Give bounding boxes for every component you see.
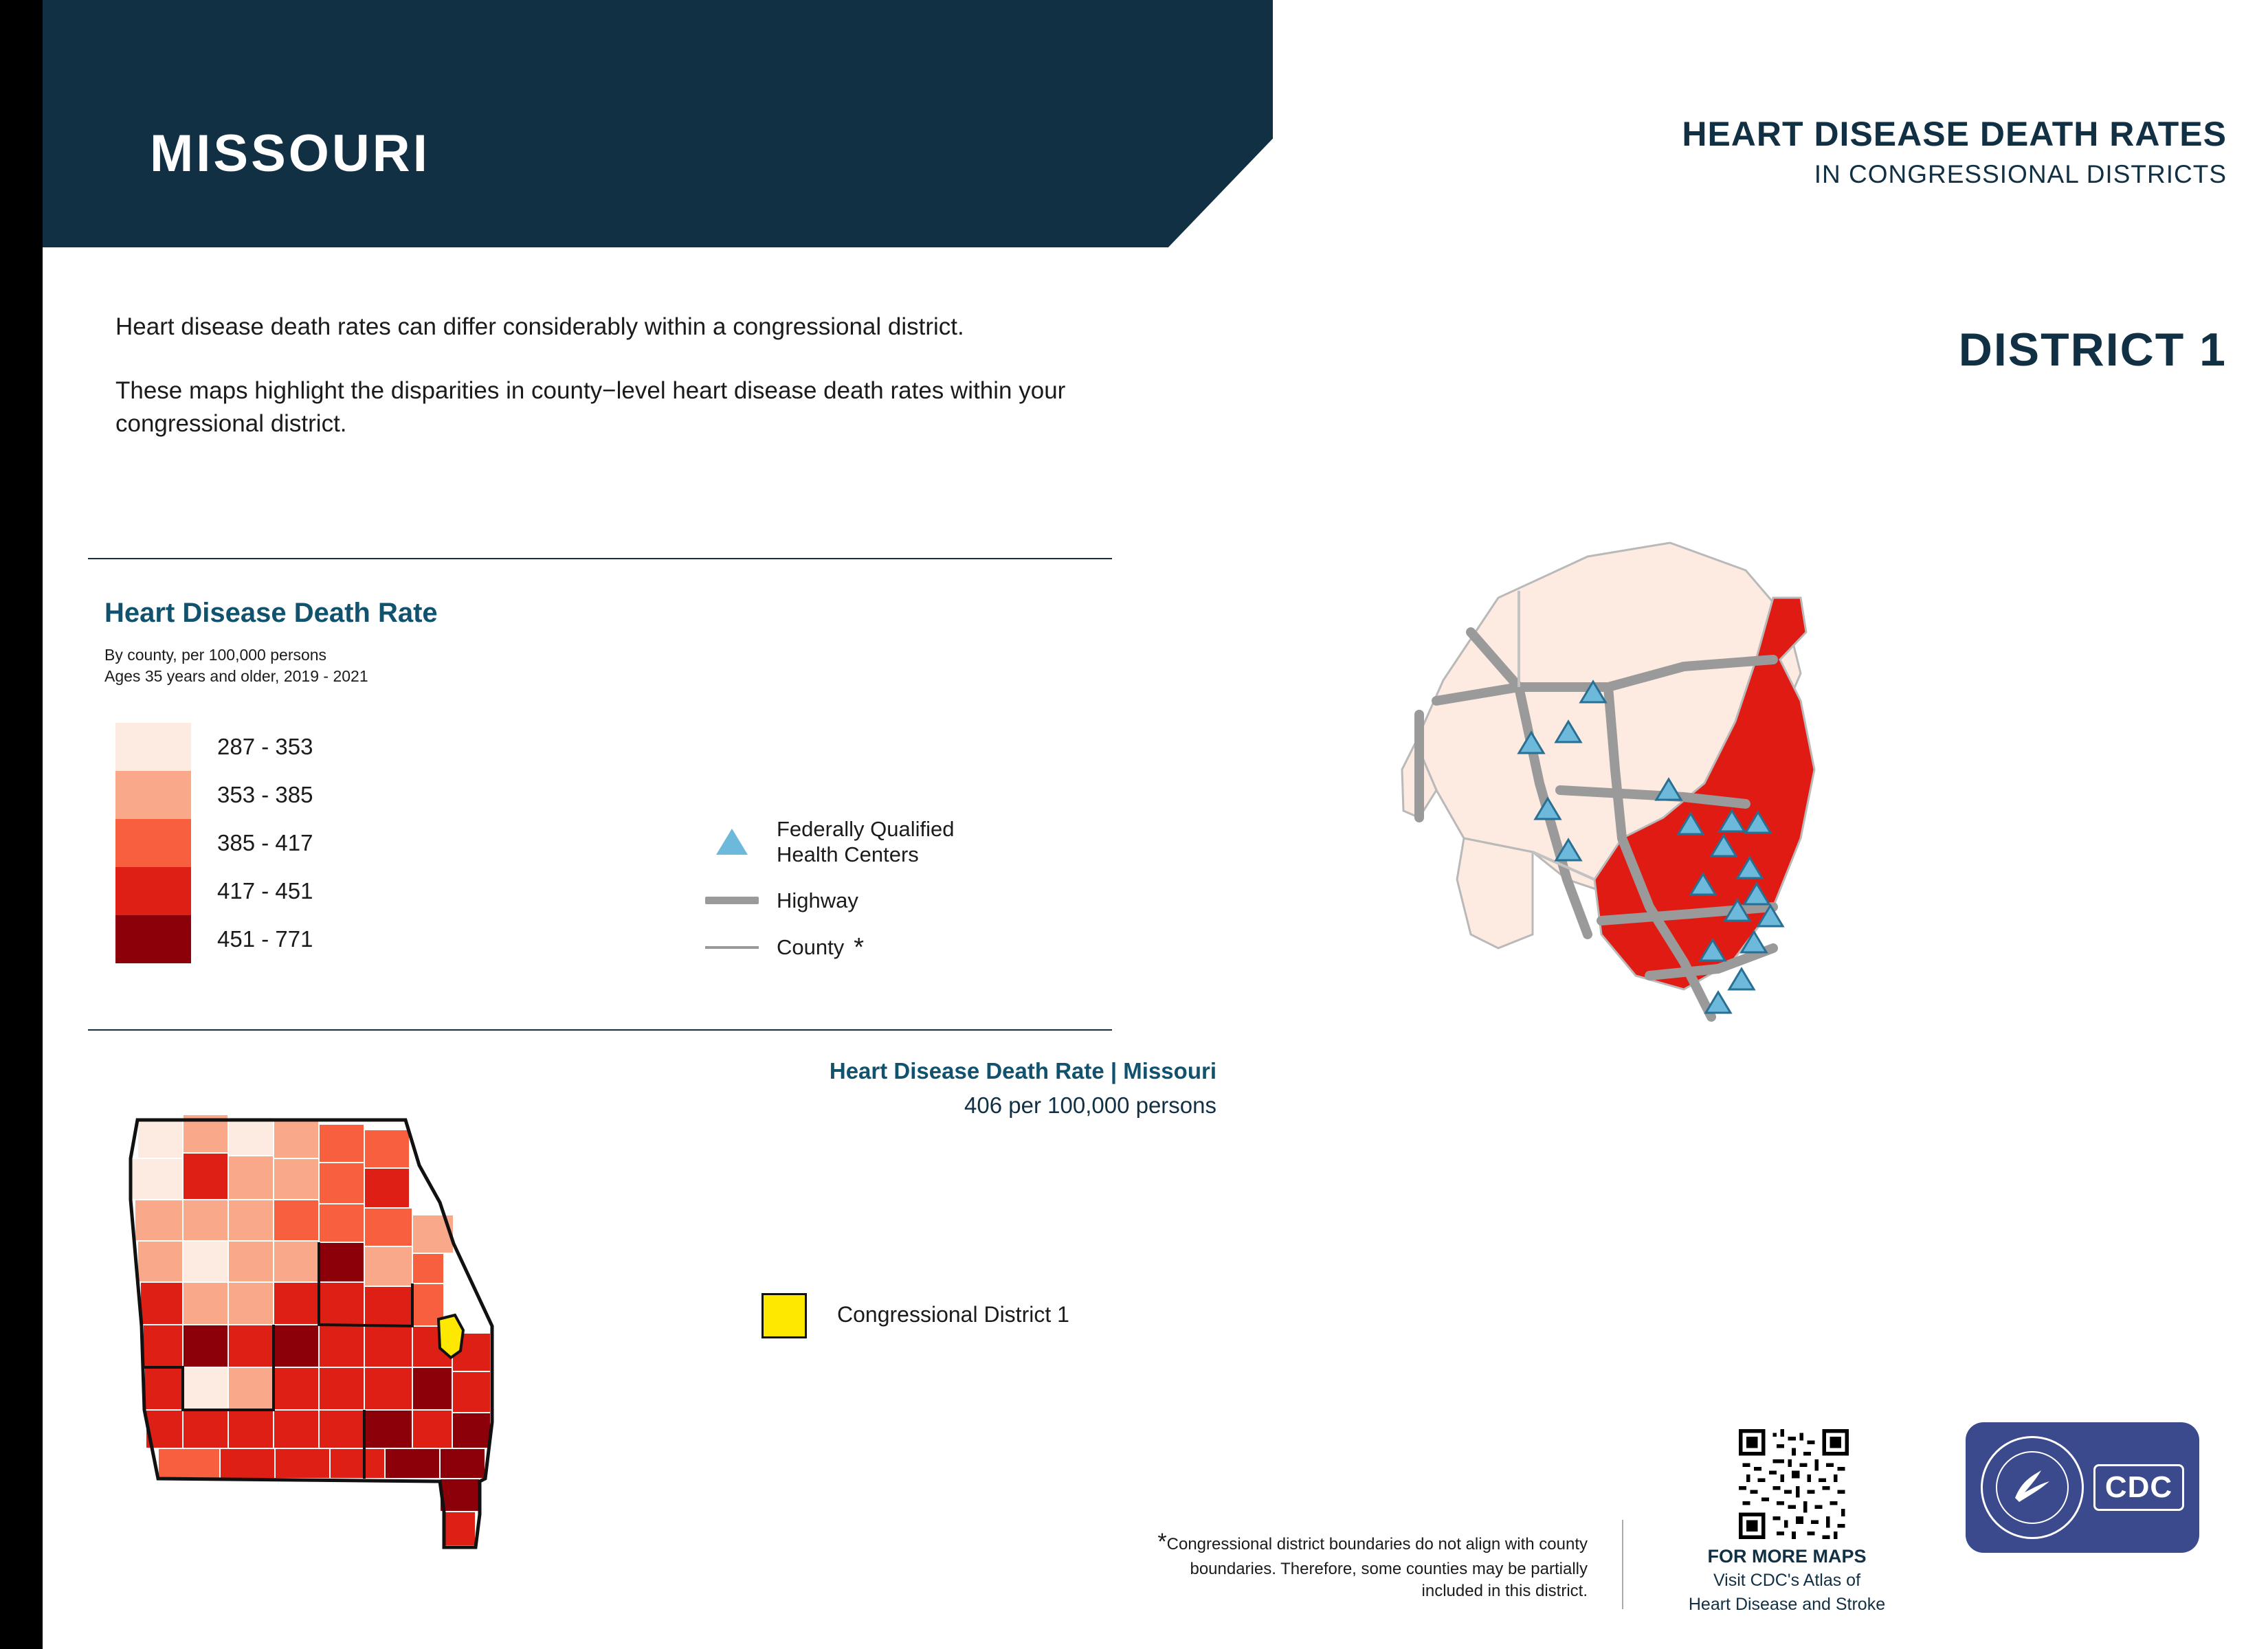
legend-label-2: 385 - 417 xyxy=(217,830,313,855)
cdc-wordmark: CDC xyxy=(2093,1464,2184,1511)
district-1-map[interactable] xyxy=(1361,495,2158,1250)
more-maps-title: FOR MORE MAPS xyxy=(1707,1546,1867,1567)
intro-paragraph-2: These maps highlight the disparities in county−level heart disease death rates within your congressional district. xyxy=(115,377,1066,437)
page-subtitle: IN CONGRESSIONAL DISTRICTS xyxy=(1814,160,2227,188)
district-legend-label: Congressional District 1 xyxy=(837,1302,1069,1327)
district-legend-swatch xyxy=(761,1293,807,1338)
legend-class-0 xyxy=(115,723,313,771)
legend-label-3: 417 - 451 xyxy=(217,878,313,904)
state-map-title: Heart Disease Death Rate | Missouri xyxy=(829,1058,1216,1084)
intro-text xyxy=(115,311,1105,440)
footer-divider xyxy=(1622,1520,1623,1609)
state-map-rate: 406 per 100,000 persons xyxy=(964,1092,1216,1118)
highway-line-icon xyxy=(687,897,777,904)
left-rail xyxy=(0,0,43,1649)
legend-swatch-3 xyxy=(115,867,191,915)
district-1-highlight xyxy=(438,1315,463,1358)
page-title: HEART DISEASE DEATH RATES xyxy=(1682,115,2227,153)
footnote xyxy=(1134,1527,1588,1603)
divider-top xyxy=(88,558,1112,559)
legend-class-2 xyxy=(115,819,313,867)
legend-title: Heart Disease Death Rate xyxy=(104,598,438,628)
legend-swatch-2 xyxy=(115,819,191,867)
qr-code[interactable] xyxy=(1739,1429,1849,1539)
footnote-star: * xyxy=(1157,1529,1167,1555)
county-label: County xyxy=(777,934,845,959)
header-title-block xyxy=(1682,115,2227,189)
fqhc-triangle-icon xyxy=(687,829,777,855)
legend-swatch-1 xyxy=(115,771,191,819)
footnote-text: Congressional district boundaries do not align with county boundaries. Therefore, some counties may be partially included in this district. xyxy=(1166,1535,1588,1601)
legend-subtitle-line1: By county, per 100,000 persons xyxy=(104,646,327,664)
legend-label-0: 287 - 353 xyxy=(217,734,313,759)
intro-paragraph-1: Heart disease death rates can differ considerably within a congressional district. xyxy=(115,313,964,340)
cdc-logo[interactable] xyxy=(1966,1422,2199,1553)
legend-swatches xyxy=(115,723,313,963)
symbol-legend xyxy=(687,816,954,981)
legend-swatch-0 xyxy=(115,723,191,771)
legend-highway xyxy=(687,888,954,913)
legend-label-1: 353 - 385 xyxy=(217,782,313,807)
fqhc-label-line2: Health Centers xyxy=(777,842,919,867)
legend-swatch-4 xyxy=(115,915,191,963)
county-line-icon xyxy=(687,946,777,949)
district-heading: DISTRICT 1 xyxy=(1958,324,2227,376)
missouri-state-map[interactable] xyxy=(117,1099,667,1580)
legend-class-1 xyxy=(115,771,313,819)
legend-subtitle-line2: Ages 35 years and older, 2019 - 2021 xyxy=(104,667,368,686)
highway-label: Highway xyxy=(777,888,858,913)
legend-class-4 xyxy=(115,915,313,963)
legend-county xyxy=(687,934,954,961)
state-title: MISSOURI xyxy=(150,124,430,183)
legend-fqhc xyxy=(687,816,954,867)
fqhc-label-line1: Federally Qualified xyxy=(777,817,955,841)
more-maps-block[interactable] xyxy=(1649,1546,1924,1616)
county-footnote-star: * xyxy=(854,932,865,962)
divider-bottom xyxy=(88,1029,1112,1031)
legend-class-3 xyxy=(115,867,313,915)
more-maps-sub1: Visit CDC's Atlas of xyxy=(1713,1571,1861,1590)
more-maps-sub2: Heart Disease and Stroke xyxy=(1688,1595,1886,1615)
legend-subtitle xyxy=(104,644,368,687)
hhs-seal-icon xyxy=(1981,1436,2084,1539)
legend-label-4: 451 - 771 xyxy=(217,926,313,952)
